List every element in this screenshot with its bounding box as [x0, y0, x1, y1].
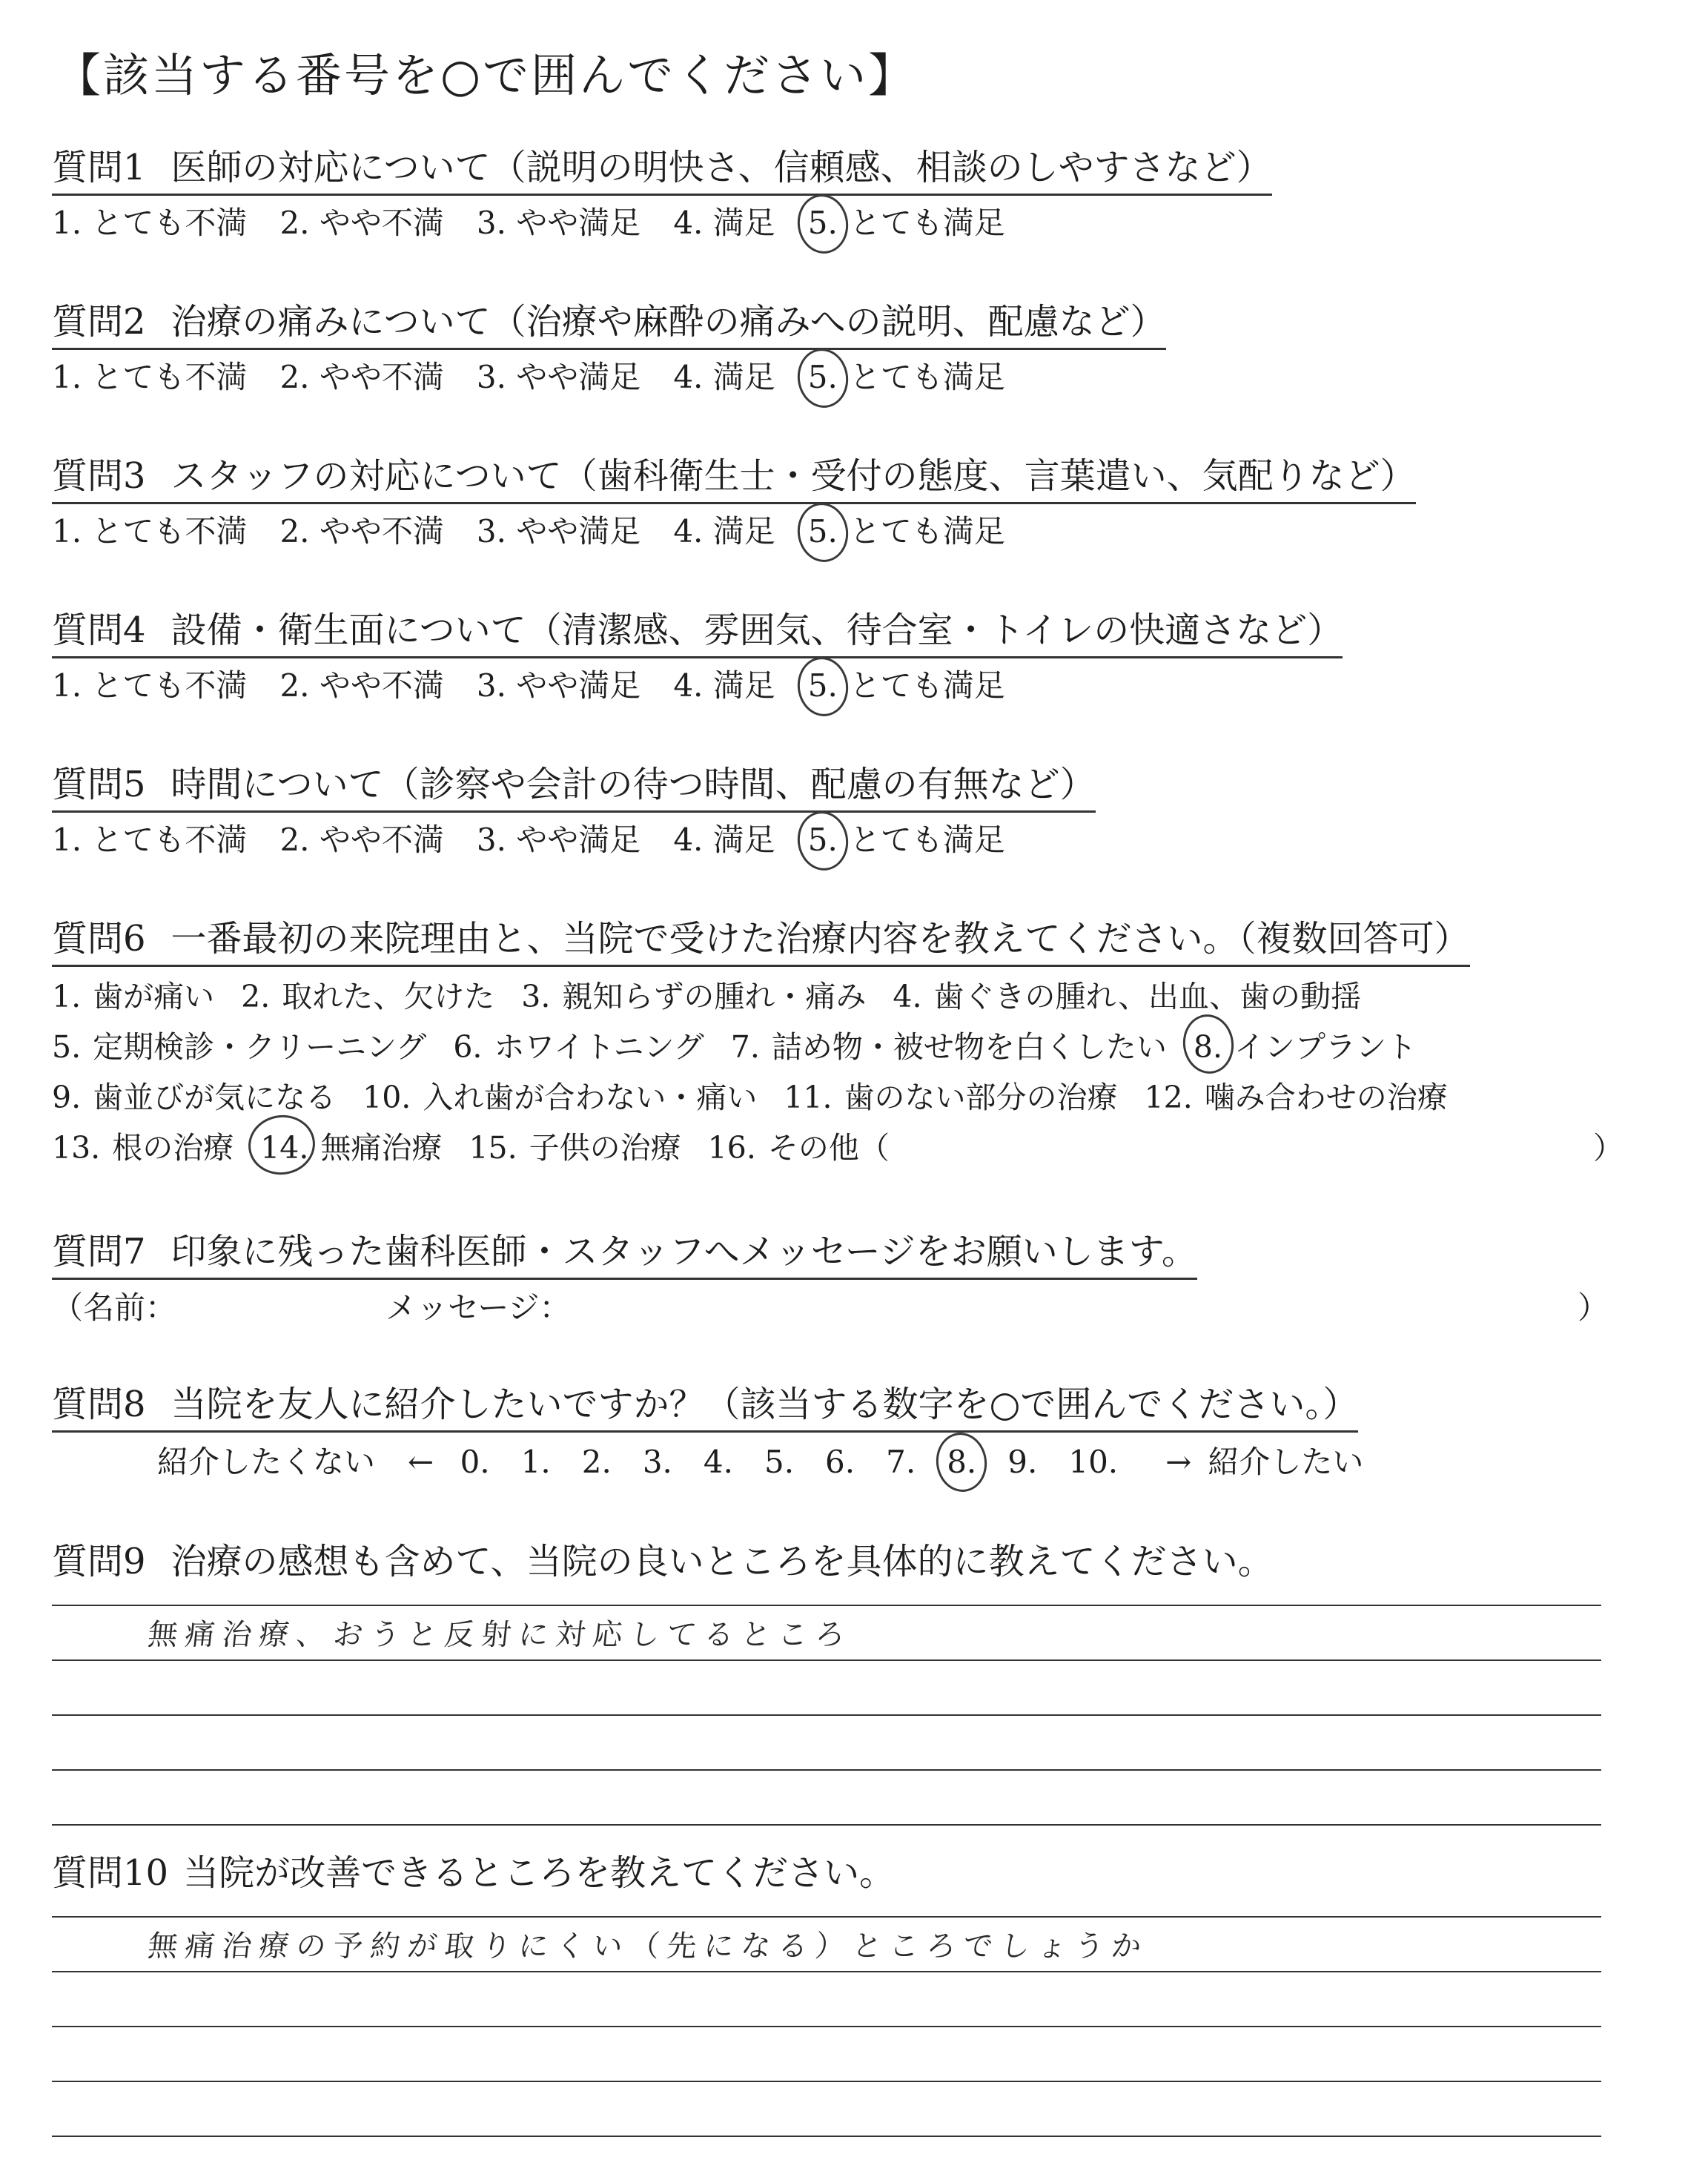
message-fields	[52, 1286, 1609, 1330]
option-1[interactable]: 1. とても不満	[52, 359, 248, 395]
option-5-circled[interactable]: 5. とても満足	[808, 202, 1005, 245]
scale-value[interactable]: 9.	[1007, 1444, 1038, 1480]
option[interactable]: 6. ホワイトニング	[453, 1029, 704, 1065]
question-title: 質問6 一番最初の来院理由と、当院で受けた治療内容を教えてください。（複数回答可）	[52, 916, 1470, 967]
option-4[interactable]: 4. 満足	[673, 513, 775, 549]
answer-line	[52, 1551, 1601, 1606]
other-close-paren: ）	[1593, 1130, 1623, 1166]
scale-value[interactable]: 7.	[886, 1444, 916, 1480]
option-painless-circled[interactable]: 14. 無痛治療	[260, 1123, 442, 1173]
option[interactable]: 2. 取れた、欠けた	[241, 979, 495, 1014]
option-5-circled[interactable]: 5. とても満足	[808, 510, 1005, 553]
scale-value[interactable]: 4.	[703, 1444, 733, 1480]
answer-line	[52, 1863, 1601, 1918]
options-row	[52, 971, 1623, 1022]
option[interactable]: 5. 定期検診・クリーニング	[52, 1029, 427, 1065]
option-1[interactable]: 1. とても不満	[52, 822, 248, 858]
option[interactable]: 1. 歯が痛い	[52, 979, 215, 1014]
arrow-left-icon: ←	[408, 1444, 434, 1480]
question-5	[52, 762, 1096, 862]
answer-line[interactable]	[52, 1716, 1601, 1771]
option-3[interactable]: 3. やや満足	[476, 667, 641, 704]
handwritten-answer: 無痛治療、おうと反射に対応してるところ	[146, 1618, 855, 1652]
option-implant-circled[interactable]: 8. インプラント	[1194, 1022, 1417, 1072]
options-row	[52, 1022, 1623, 1072]
arrow-right-icon: →	[1165, 1444, 1192, 1480]
handwritten-answer: 無痛治療の予約が取りにくい（先になる）ところでしょうか	[146, 1929, 1151, 1964]
option-4[interactable]: 4. 満足	[673, 205, 775, 241]
answer-line[interactable]	[52, 1918, 1601, 1972]
question-title: 質問9 治療の感想も含めて、当院の良いところを具体的に教えてください。	[52, 1541, 1274, 1582]
answer-line[interactable]	[52, 2027, 1601, 2082]
option[interactable]: 13. 根の治療	[52, 1130, 234, 1166]
rating-options	[52, 356, 1166, 399]
rating-options	[52, 510, 1416, 553]
option[interactable]: 3. 親知らずの腫れ・痛み	[521, 979, 867, 1014]
recommend-scale	[157, 1440, 1380, 1484]
question-1	[52, 145, 1272, 245]
option-3[interactable]: 3. やや満足	[476, 513, 641, 549]
scale-value[interactable]: 5.	[764, 1444, 795, 1480]
option[interactable]: 10. 入れ歯が合わない・痛い	[363, 1080, 758, 1115]
answer-line[interactable]	[52, 1771, 1601, 1826]
option-5-circled[interactable]: 5. とても満足	[808, 356, 1005, 399]
question-3	[52, 453, 1416, 553]
option-3[interactable]: 3. やや満足	[476, 822, 641, 858]
question-2	[52, 299, 1166, 399]
scale-value-circled[interactable]: 8.	[947, 1440, 976, 1484]
reason-options	[52, 971, 1623, 1173]
answer-line[interactable]	[52, 1972, 1601, 2027]
option[interactable]: 7. 詰め物・被せ物を白くしたい	[730, 1029, 1167, 1065]
option-1[interactable]: 1. とても不満	[52, 513, 248, 549]
scale-value[interactable]: 1.	[520, 1444, 551, 1480]
question-title: 質問2 治療の痛みについて（治療や麻酔の痛みへの説明、配慮など）	[52, 299, 1166, 350]
rating-options	[52, 202, 1272, 245]
scale-left-label: 紹介したくない	[157, 1444, 376, 1480]
option-2[interactable]: 2. やや不満	[279, 822, 444, 858]
question-title: 質問10 当院が改善できるところを教えてください。	[52, 1852, 896, 1894]
options-row	[52, 1123, 1623, 1173]
option-other[interactable]: 16. その他（	[707, 1130, 890, 1166]
question-title: 質問7 印象に残った歯科医師・スタッフへメッセージをお願いします。	[52, 1229, 1197, 1280]
scale-right-label: 紹介したい	[1208, 1444, 1364, 1480]
option[interactable]: 4. 歯ぐきの腫れ、出血、歯の動揺	[893, 979, 1361, 1014]
message-close-paren: ）	[1577, 1289, 1609, 1326]
option-4[interactable]: 4. 満足	[673, 667, 775, 704]
option[interactable]: 12. 噛み合わせの治療	[1144, 1080, 1448, 1115]
rating-options	[52, 664, 1343, 707]
option-2[interactable]: 2. やや不満	[279, 667, 444, 704]
question-title: 質問1 医師の対応について（説明の明快さ、信頼感、相談のしやすさなど）	[52, 145, 1272, 196]
option[interactable]: 9. 歯並びが気になる	[52, 1080, 337, 1115]
scale-value[interactable]: 10.	[1068, 1444, 1119, 1480]
answer-lines-q9	[52, 1551, 1601, 1826]
question-title: 質問3 スタッフの対応について（歯科衛生士・受付の態度、言葉遣い、気配りなど）	[52, 453, 1416, 504]
question-6	[52, 916, 1623, 1173]
name-field-label[interactable]: （名前：	[52, 1289, 177, 1326]
option-5-circled[interactable]: 5. とても満足	[808, 819, 1005, 862]
option-3[interactable]: 3. やや満足	[476, 205, 641, 241]
question-title: 質問5 時間について（診察や会計の待つ時間、配慮の有無など）	[52, 762, 1096, 813]
option-1[interactable]: 1. とても不満	[52, 667, 248, 704]
option-2[interactable]: 2. やや不満	[279, 359, 444, 395]
rating-options	[52, 819, 1096, 862]
question-4	[52, 607, 1343, 707]
option-5-circled[interactable]: 5. とても満足	[808, 664, 1005, 707]
scale-value[interactable]: 3.	[642, 1444, 672, 1480]
question-7	[52, 1229, 1609, 1330]
scale-value[interactable]: 6.	[825, 1444, 855, 1480]
option[interactable]: 11. 歯のない部分の治療	[784, 1080, 1118, 1115]
answer-lines-q10	[52, 1863, 1601, 2137]
scale-value[interactable]: 2.	[581, 1444, 612, 1480]
option-2[interactable]: 2. やや不満	[279, 205, 444, 241]
option-4[interactable]: 4. 満足	[673, 359, 775, 395]
answer-line[interactable]	[52, 1606, 1601, 1661]
option-2[interactable]: 2. やや不満	[279, 513, 444, 549]
scale-values	[460, 1444, 1150, 1480]
form-header: 【該当する番号を○で囲んでください】	[55, 48, 917, 102]
option-3[interactable]: 3. やや満足	[476, 359, 641, 395]
answer-line[interactable]	[52, 2082, 1601, 2137]
option-1[interactable]: 1. とても不満	[52, 205, 248, 241]
question-8	[52, 1381, 1380, 1484]
answer-line[interactable]	[52, 1661, 1601, 1716]
option-4[interactable]: 4. 満足	[673, 822, 775, 858]
message-field-label[interactable]: メッセージ：	[385, 1289, 571, 1326]
option[interactable]: 15. 子供の治療	[469, 1130, 681, 1166]
scale-value[interactable]: 0.	[460, 1444, 490, 1480]
question-title: 質問8 当院を友人に紹介したいですか？（該当する数字を○で囲んでください。）	[52, 1381, 1358, 1433]
question-title: 質問4 設備・衛生面について（清潔感、雰囲気、待合室・トイレの快適さなど）	[52, 607, 1343, 658]
